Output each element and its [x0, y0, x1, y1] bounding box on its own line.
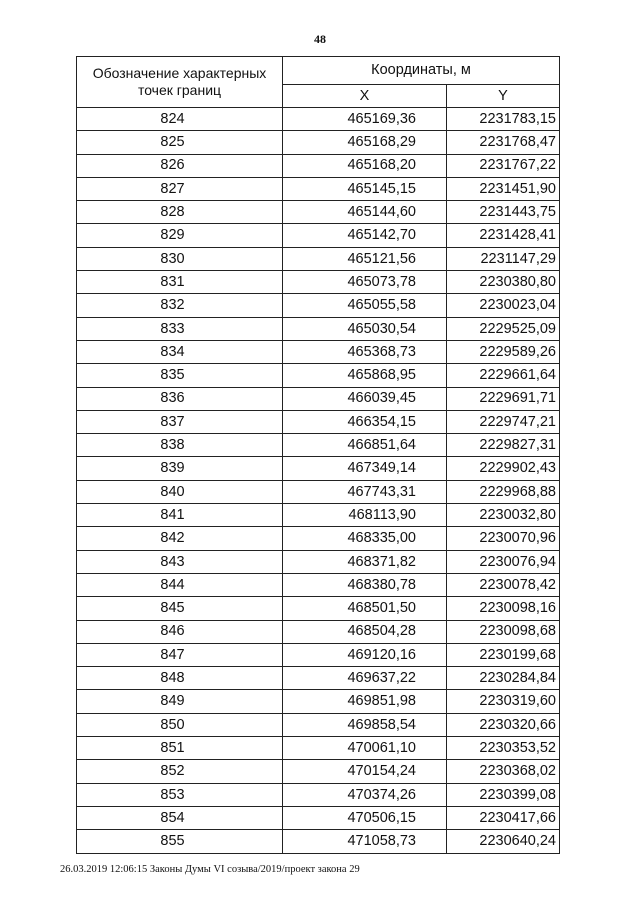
point-cell: 834	[77, 340, 283, 363]
header-point-designation: Обозначение характерных точек границ	[77, 57, 283, 108]
x-cell: 465168,29	[283, 131, 447, 154]
y-cell: 2231768,47	[447, 131, 560, 154]
y-cell: 2230070,96	[447, 527, 560, 550]
x-cell: 465030,54	[283, 317, 447, 340]
x-cell: 468380,78	[283, 573, 447, 596]
x-cell: 465368,73	[283, 340, 447, 363]
y-cell: 2230417,66	[447, 806, 560, 829]
x-cell: 466851,64	[283, 434, 447, 457]
x-cell: 469120,16	[283, 643, 447, 666]
y-cell: 2229747,21	[447, 410, 560, 433]
point-cell: 848	[77, 667, 283, 690]
point-cell: 850	[77, 713, 283, 736]
y-cell: 2231783,15	[447, 108, 560, 131]
x-cell: 469858,54	[283, 713, 447, 736]
point-cell: 852	[77, 760, 283, 783]
y-cell: 2229525,09	[447, 317, 560, 340]
table-row	[77, 550, 560, 573]
coordinates-table	[76, 56, 560, 854]
table-header-row	[77, 57, 560, 85]
y-cell: 2230023,04	[447, 294, 560, 317]
point-cell: 836	[77, 387, 283, 410]
table-row	[77, 317, 560, 340]
x-cell: 467349,14	[283, 457, 447, 480]
y-cell: 2230199,68	[447, 643, 560, 666]
table-row	[77, 806, 560, 829]
x-cell: 465168,20	[283, 154, 447, 177]
table-row	[77, 457, 560, 480]
x-cell: 469637,22	[283, 667, 447, 690]
x-cell: 468504,28	[283, 620, 447, 643]
table-row	[77, 294, 560, 317]
table-row	[77, 527, 560, 550]
table-row	[77, 830, 560, 853]
point-cell: 843	[77, 550, 283, 573]
point-cell: 851	[77, 737, 283, 760]
x-cell: 465121,56	[283, 247, 447, 270]
y-cell: 2230353,52	[447, 737, 560, 760]
table-row	[77, 573, 560, 596]
table-row	[77, 783, 560, 806]
table-row	[77, 154, 560, 177]
y-cell: 2230320,66	[447, 713, 560, 736]
y-cell: 2230098,16	[447, 597, 560, 620]
table-row	[77, 247, 560, 270]
table-row	[77, 643, 560, 666]
table-row	[77, 760, 560, 783]
x-cell: 466039,45	[283, 387, 447, 410]
point-cell: 825	[77, 131, 283, 154]
x-cell: 465055,58	[283, 294, 447, 317]
x-cell: 471058,73	[283, 830, 447, 853]
point-cell: 844	[77, 573, 283, 596]
x-cell: 465169,36	[283, 108, 447, 131]
table-row	[77, 271, 560, 294]
point-cell: 842	[77, 527, 283, 550]
y-cell: 2230399,08	[447, 783, 560, 806]
x-cell: 470061,10	[283, 737, 447, 760]
y-cell: 2230319,60	[447, 690, 560, 713]
point-cell: 831	[77, 271, 283, 294]
table-row	[77, 434, 560, 457]
point-cell: 837	[77, 410, 283, 433]
x-cell: 470154,24	[283, 760, 447, 783]
table-row	[77, 387, 560, 410]
y-cell: 2230098,68	[447, 620, 560, 643]
point-cell: 847	[77, 643, 283, 666]
y-cell: 2231443,75	[447, 201, 560, 224]
y-cell: 2231428,41	[447, 224, 560, 247]
header-x: X	[283, 85, 447, 108]
y-cell: 2229827,31	[447, 434, 560, 457]
point-cell: 838	[77, 434, 283, 457]
y-cell: 2231451,90	[447, 177, 560, 200]
point-cell: 839	[77, 457, 283, 480]
x-cell: 466354,15	[283, 410, 447, 433]
point-cell: 828	[77, 201, 283, 224]
point-cell: 840	[77, 480, 283, 503]
point-cell: 832	[77, 294, 283, 317]
table-row	[77, 597, 560, 620]
point-cell: 824	[77, 108, 283, 131]
point-cell: 830	[77, 247, 283, 270]
footer-stamp: 26.03.2019 12:06:15 Законы Думы VI созыва/2019/проект закона 29	[60, 864, 360, 875]
x-cell: 465145,15	[283, 177, 447, 200]
x-cell: 468335,00	[283, 527, 447, 550]
point-cell: 846	[77, 620, 283, 643]
point-cell: 833	[77, 317, 283, 340]
y-cell: 2229661,64	[447, 364, 560, 387]
table-row	[77, 667, 560, 690]
point-cell: 853	[77, 783, 283, 806]
point-cell: 855	[77, 830, 283, 853]
x-cell: 470506,15	[283, 806, 447, 829]
point-cell: 849	[77, 690, 283, 713]
point-cell: 854	[77, 806, 283, 829]
y-cell: 2231767,22	[447, 154, 560, 177]
x-cell: 470374,26	[283, 783, 447, 806]
table-row	[77, 201, 560, 224]
x-cell: 467743,31	[283, 480, 447, 503]
table-body	[77, 108, 560, 854]
header-y: Y	[447, 85, 560, 108]
table-row	[77, 504, 560, 527]
y-cell: 2230032,80	[447, 504, 560, 527]
x-cell: 465073,78	[283, 271, 447, 294]
table-row	[77, 177, 560, 200]
table-row	[77, 620, 560, 643]
x-cell: 465868,95	[283, 364, 447, 387]
x-cell: 468501,50	[283, 597, 447, 620]
table-row	[77, 364, 560, 387]
table-row	[77, 737, 560, 760]
table-row	[77, 340, 560, 363]
y-cell: 2230380,80	[447, 271, 560, 294]
table-row	[77, 713, 560, 736]
table-row	[77, 690, 560, 713]
y-cell: 2230076,94	[447, 550, 560, 573]
point-cell: 826	[77, 154, 283, 177]
x-cell: 465142,70	[283, 224, 447, 247]
table-row	[77, 108, 560, 131]
point-cell: 841	[77, 504, 283, 527]
x-cell: 469851,98	[283, 690, 447, 713]
y-cell: 2229691,71	[447, 387, 560, 410]
y-cell: 2230078,42	[447, 573, 560, 596]
y-cell: 2229902,43	[447, 457, 560, 480]
y-cell: 2230284,84	[447, 667, 560, 690]
point-cell: 829	[77, 224, 283, 247]
table-row	[77, 224, 560, 247]
point-cell: 845	[77, 597, 283, 620]
y-cell: 2230640,24	[447, 830, 560, 853]
table-row	[77, 131, 560, 154]
y-cell: 2229968,88	[447, 480, 560, 503]
x-cell: 468113,90	[283, 504, 447, 527]
page-number: 48	[314, 32, 326, 46]
y-cell: 2230368,02	[447, 760, 560, 783]
x-cell: 468371,82	[283, 550, 447, 573]
table-row	[77, 480, 560, 503]
y-cell: 2229589,26	[447, 340, 560, 363]
header-coordinates: Координаты, м	[283, 57, 560, 85]
y-cell: 2231147,29	[447, 247, 560, 270]
point-cell: 827	[77, 177, 283, 200]
x-cell: 465144,60	[283, 201, 447, 224]
point-cell: 835	[77, 364, 283, 387]
table-row	[77, 410, 560, 433]
